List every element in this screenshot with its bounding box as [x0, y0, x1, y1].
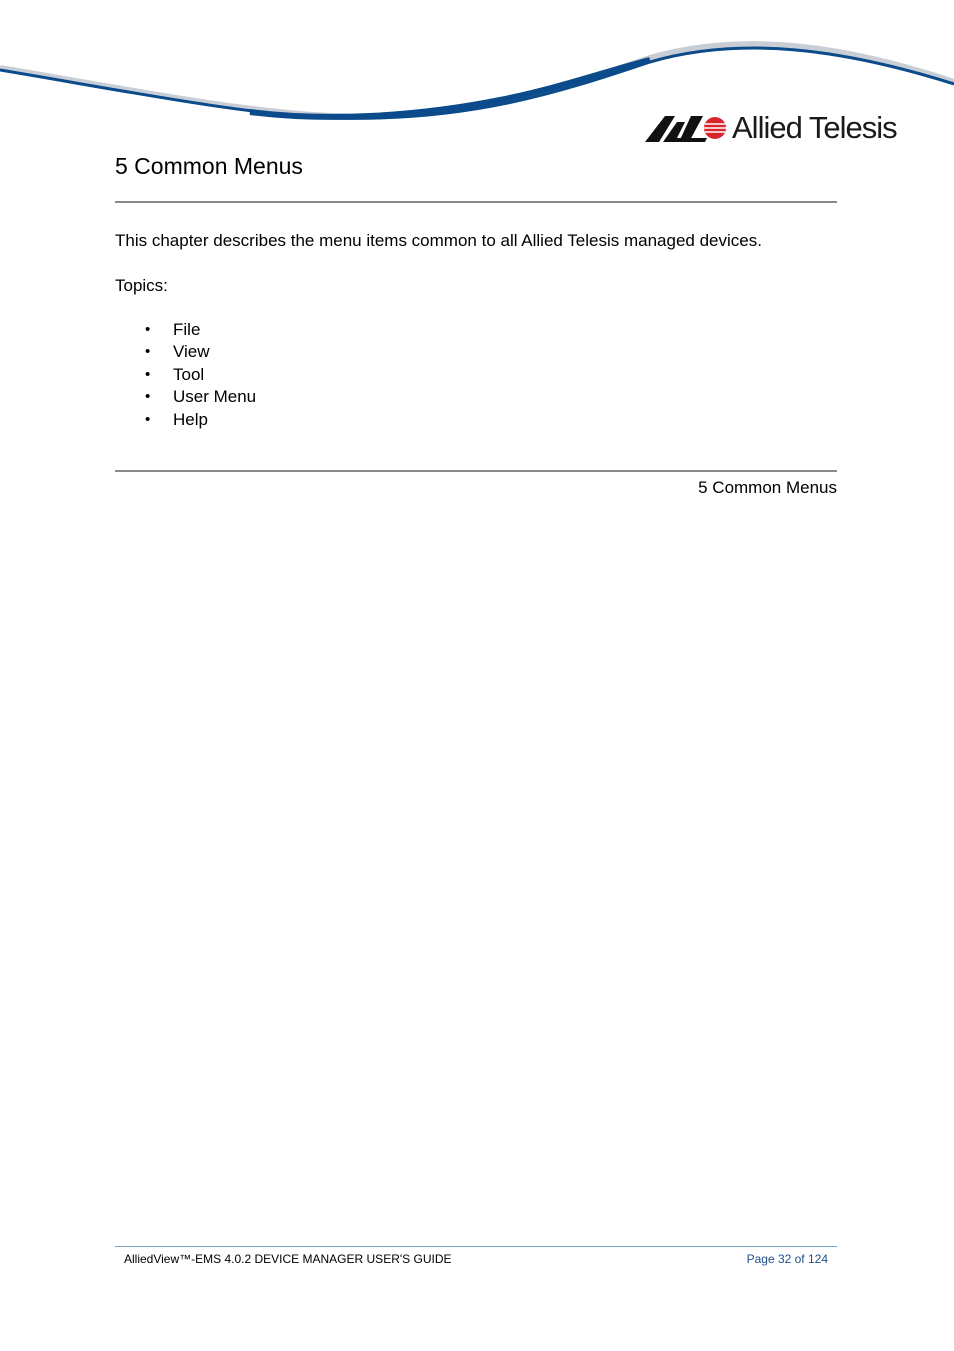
- allied-telesis-logo-mark-icon: [645, 112, 727, 144]
- topic-item-help: [145, 409, 256, 431]
- topic-item-user-menu: [145, 386, 256, 408]
- topics-label: Topics:: [115, 276, 168, 295]
- topic-label: File: [173, 320, 201, 339]
- bullet-icon: •: [145, 365, 151, 383]
- allied-telesis-logo: [645, 108, 897, 148]
- topic-label: Tool: [173, 364, 205, 384]
- topic-item-file: [145, 319, 256, 341]
- topic-label: User Menu: [173, 387, 257, 407]
- topic-label: View: [173, 342, 210, 362]
- topic-item-view: [145, 341, 256, 363]
- section-footer-label: 5 Common Menus: [698, 478, 837, 497]
- bullet-icon: •: [145, 410, 151, 428]
- topic-list: [145, 319, 256, 431]
- section-divider: [115, 470, 837, 472]
- page-footer-divider: [115, 1246, 837, 1247]
- chapter-title: 5 Common Menus: [115, 153, 303, 179]
- bullet-icon: •: [145, 343, 151, 361]
- chapter-intro-text: This chapter describes the menu items common to all Allied Telesis managed devices.: [115, 231, 762, 250]
- topic-label: Help: [173, 409, 208, 429]
- heading-divider: [115, 201, 837, 203]
- bullet-icon: •: [145, 388, 151, 406]
- topic-item-tool: [145, 364, 256, 386]
- guide-title: AlliedView™-EMS 4.0.2 DEVICE MANAGER USER'S GUIDE: [124, 1252, 452, 1266]
- logo-wordmark: Allied Telesis: [732, 110, 897, 145]
- bullet-icon: •: [145, 321, 151, 338]
- page-number: Page 32 of 124: [746, 1252, 828, 1266]
